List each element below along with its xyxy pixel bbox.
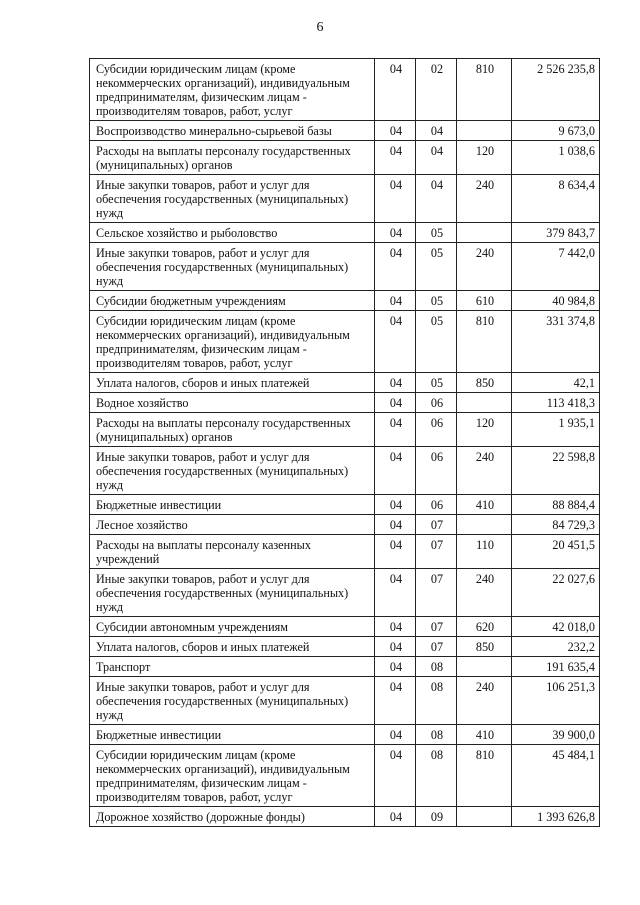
amount: 2 526 235,8: [512, 59, 600, 121]
section-code: 04: [375, 243, 416, 291]
section-code: 04: [375, 291, 416, 311]
amount: 84 729,3: [512, 515, 600, 535]
section-code: 04: [375, 745, 416, 807]
row-name: Иные закупки товаров, работ и услуг для обеспечения государственных (муниципальных) нужд: [90, 447, 375, 495]
subsection-code: 08: [416, 657, 457, 677]
row-name: Расходы на выплаты персоналу государственных (муниципальных) органов: [90, 141, 375, 175]
row-name: Бюджетные инвестиции: [90, 495, 375, 515]
amount: 40 984,8: [512, 291, 600, 311]
row-name: Уплата налогов, сборов и иных платежей: [90, 637, 375, 657]
table-row: [90, 495, 600, 515]
amount: 42,1: [512, 373, 600, 393]
amount: 45 484,1: [512, 745, 600, 807]
section-code: 04: [375, 413, 416, 447]
row-name: Уплата налогов, сборов и иных платежей: [90, 373, 375, 393]
expense-type-code: 240: [457, 175, 512, 223]
section-code: 04: [375, 393, 416, 413]
table-row: [90, 677, 600, 725]
table-row: [90, 311, 600, 373]
amount: 7 442,0: [512, 243, 600, 291]
subsection-code: 05: [416, 243, 457, 291]
row-name: Субсидии автономным учреждениям: [90, 617, 375, 637]
expense-type-code: [457, 515, 512, 535]
subsection-code: 05: [416, 311, 457, 373]
amount: 106 251,3: [512, 677, 600, 725]
table-row: [90, 59, 600, 121]
amount: 88 884,4: [512, 495, 600, 515]
table-row: [90, 535, 600, 569]
subsection-code: 04: [416, 175, 457, 223]
section-code: 04: [375, 637, 416, 657]
expense-type-code: 410: [457, 495, 512, 515]
section-code: 04: [375, 569, 416, 617]
table-row: [90, 725, 600, 745]
table-row: [90, 745, 600, 807]
amount: 1 038,6: [512, 141, 600, 175]
table-row: [90, 657, 600, 677]
expense-type-code: 850: [457, 373, 512, 393]
budget-table-body: [90, 59, 600, 827]
amount: 379 843,7: [512, 223, 600, 243]
table-row: [90, 569, 600, 617]
subsection-code: 07: [416, 535, 457, 569]
subsection-code: 09: [416, 807, 457, 827]
expense-type-code: 810: [457, 311, 512, 373]
table-row: [90, 141, 600, 175]
subsection-code: 06: [416, 495, 457, 515]
row-name: Иные закупки товаров, работ и услуг для обеспечения государственных (муниципальных) нужд: [90, 569, 375, 617]
table-row: [90, 223, 600, 243]
section-code: 04: [375, 447, 416, 495]
table-row: [90, 617, 600, 637]
expense-type-code: 120: [457, 413, 512, 447]
section-code: 04: [375, 175, 416, 223]
subsection-code: 08: [416, 725, 457, 745]
section-code: 04: [375, 515, 416, 535]
row-name: Бюджетные инвестиции: [90, 725, 375, 745]
row-name: Иные закупки товаров, работ и услуг для обеспечения государственных (муниципальных) нужд: [90, 243, 375, 291]
amount: 1 393 626,8: [512, 807, 600, 827]
expense-type-code: [457, 223, 512, 243]
amount: 22 598,8: [512, 447, 600, 495]
expense-type-code: 120: [457, 141, 512, 175]
section-code: 04: [375, 807, 416, 827]
row-name: Субсидии юридическим лицам (кроме некоммерческих организаций), индивидуальным предпринимателям, физическим лицам - производителям товаров, работ, услуг: [90, 745, 375, 807]
table-row: [90, 447, 600, 495]
expense-type-code: 810: [457, 59, 512, 121]
table-row: [90, 291, 600, 311]
section-code: 04: [375, 657, 416, 677]
expense-type-code: [457, 121, 512, 141]
amount: 331 374,8: [512, 311, 600, 373]
section-code: 04: [375, 59, 416, 121]
amount: 1 935,1: [512, 413, 600, 447]
row-name: Субсидии юридическим лицам (кроме некоммерческих организаций), индивидуальным предпринимателям, физическим лицам - производителям товаров, работ, услуг: [90, 59, 375, 121]
subsection-code: 04: [416, 141, 457, 175]
subsection-code: 07: [416, 617, 457, 637]
subsection-code: 02: [416, 59, 457, 121]
page-number: 6: [316, 20, 324, 35]
row-name: Субсидии бюджетным учреждениям: [90, 291, 375, 311]
table-row: [90, 393, 600, 413]
row-name: Транспорт: [90, 657, 375, 677]
row-name: Расходы на выплаты персоналу государственных (муниципальных) органов: [90, 413, 375, 447]
row-name: Иные закупки товаров, работ и услуг для обеспечения государственных (муниципальных) нужд: [90, 175, 375, 223]
section-code: 04: [375, 495, 416, 515]
section-code: 04: [375, 373, 416, 393]
subsection-code: 05: [416, 223, 457, 243]
expense-type-code: [457, 657, 512, 677]
table-row: [90, 413, 600, 447]
section-code: 04: [375, 311, 416, 373]
subsection-code: 04: [416, 121, 457, 141]
expense-type-code: 810: [457, 745, 512, 807]
subsection-code: 06: [416, 413, 457, 447]
table-row: [90, 807, 600, 827]
row-name: Иные закупки товаров, работ и услуг для обеспечения государственных (муниципальных) нужд: [90, 677, 375, 725]
amount: 20 451,5: [512, 535, 600, 569]
row-name: Воспроизводство минерально-сырьевой базы: [90, 121, 375, 141]
table-row: [90, 637, 600, 657]
table-row: [90, 175, 600, 223]
row-name: Сельское хозяйство и рыболовство: [90, 223, 375, 243]
amount: 39 900,0: [512, 725, 600, 745]
amount: 8 634,4: [512, 175, 600, 223]
row-name: Дорожное хозяйство (дорожные фонды): [90, 807, 375, 827]
expense-type-code: 240: [457, 677, 512, 725]
section-code: 04: [375, 141, 416, 175]
row-name: Лесное хозяйство: [90, 515, 375, 535]
expense-type-code: [457, 807, 512, 827]
budget-table: [89, 58, 600, 827]
row-name: Водное хозяйство: [90, 393, 375, 413]
section-code: 04: [375, 725, 416, 745]
subsection-code: 05: [416, 291, 457, 311]
expense-type-code: [457, 393, 512, 413]
subsection-code: 07: [416, 515, 457, 535]
amount: 232,2: [512, 637, 600, 657]
expense-type-code: 240: [457, 569, 512, 617]
expense-type-code: 240: [457, 243, 512, 291]
table-row: [90, 243, 600, 291]
amount: 113 418,3: [512, 393, 600, 413]
table-row: [90, 121, 600, 141]
subsection-code: 06: [416, 447, 457, 495]
subsection-code: 08: [416, 745, 457, 807]
expense-type-code: 240: [457, 447, 512, 495]
row-name: Субсидии юридическим лицам (кроме некоммерческих организаций), индивидуальным предпринимателям, физическим лицам - производителям товаров, работ, услуг: [90, 311, 375, 373]
section-code: 04: [375, 223, 416, 243]
amount: 42 018,0: [512, 617, 600, 637]
expense-type-code: 850: [457, 637, 512, 657]
amount: 9 673,0: [512, 121, 600, 141]
table-row: [90, 515, 600, 535]
expense-type-code: 410: [457, 725, 512, 745]
subsection-code: 08: [416, 677, 457, 725]
expense-type-code: 110: [457, 535, 512, 569]
subsection-code: 07: [416, 637, 457, 657]
row-name: Расходы на выплаты персоналу казенных учреждений: [90, 535, 375, 569]
section-code: 04: [375, 121, 416, 141]
amount: 191 635,4: [512, 657, 600, 677]
subsection-code: 07: [416, 569, 457, 617]
section-code: 04: [375, 677, 416, 725]
section-code: 04: [375, 617, 416, 637]
expense-type-code: 620: [457, 617, 512, 637]
amount: 22 027,6: [512, 569, 600, 617]
expense-type-code: 610: [457, 291, 512, 311]
section-code: 04: [375, 535, 416, 569]
subsection-code: 05: [416, 373, 457, 393]
subsection-code: 06: [416, 393, 457, 413]
table-row: [90, 373, 600, 393]
